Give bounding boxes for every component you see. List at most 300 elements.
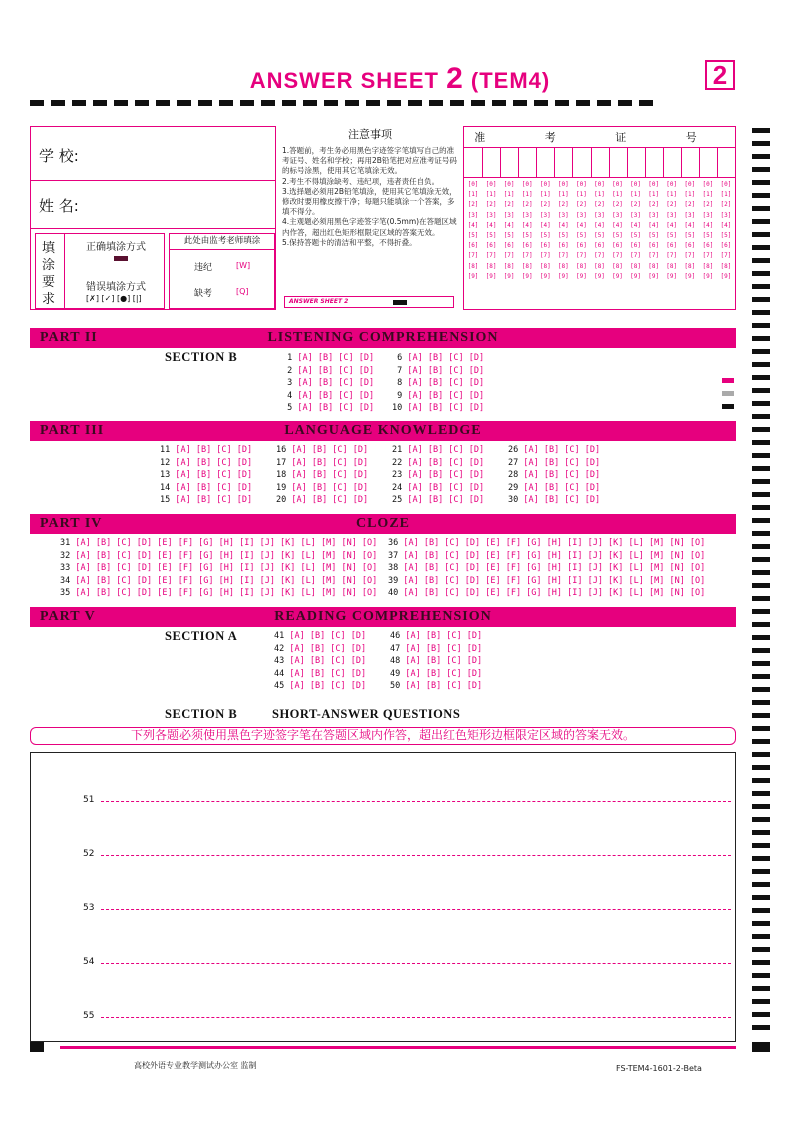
answer-options[interactable]: [A] [B] [C] [D] — [291, 445, 369, 455]
exam-id-bubble[interactable]: [9] — [503, 272, 515, 280]
exam-id-bubble[interactable]: [1] — [684, 191, 696, 199]
exam-id-column[interactable] — [501, 180, 518, 282]
exam-id-column[interactable] — [717, 180, 734, 282]
exam-id-bubble[interactable]: [4] — [648, 221, 660, 229]
exam-id-bubble[interactable]: [6] — [648, 242, 660, 250]
exam-id-bubble[interactable]: [7] — [557, 252, 569, 260]
exam-id-column[interactable] — [609, 180, 626, 282]
question-number: 37 — [388, 550, 404, 561]
exam-id-bubble[interactable]: [6] — [575, 242, 587, 250]
question-22[interactable] — [392, 458, 484, 468]
answer-options[interactable]: [A] [B] [C] [D] [E] [F] [G] [H] [I] [J] [K] [L] [M] [N] [O] — [75, 538, 378, 548]
exam-id-bubble[interactable]: [8] — [702, 262, 714, 270]
short-answer-line[interactable] — [101, 801, 731, 802]
exam-id-bubble[interactable]: [0] — [575, 181, 587, 188]
exam-id-column[interactable] — [591, 180, 608, 282]
exam-id-bubble[interactable]: [1] — [557, 191, 569, 199]
exam-id-bubble[interactable]: [1] — [648, 191, 660, 199]
exam-id-bubble[interactable]: [1] — [594, 191, 605, 199]
timing-mark — [752, 466, 770, 471]
exam-id-column[interactable] — [663, 180, 680, 282]
exam-id-bubble[interactable]: [3] — [557, 211, 569, 219]
exam-id-bubble[interactable]: [9] — [666, 272, 678, 280]
exam-id-bubble[interactable]: [7] — [648, 252, 660, 260]
question-47[interactable] — [390, 644, 482, 654]
violation-mark[interactable]: [W] — [236, 261, 251, 270]
answer-options[interactable]: [A] [B] [C] [D] — [407, 445, 485, 455]
question-35[interactable] — [60, 588, 377, 598]
answer-options[interactable]: [A] [B] [C] [D] — [289, 668, 367, 679]
exam-id-bubble[interactable]: [9] — [702, 272, 714, 280]
exam-id-bubble[interactable]: [8] — [557, 262, 569, 270]
question-33[interactable] — [60, 563, 377, 573]
answer-options[interactable]: [A] [B] [C] [D] — [405, 668, 483, 679]
question-30[interactable] — [508, 495, 600, 505]
question-15[interactable] — [160, 495, 252, 505]
part5-section-b: SECTION B — [165, 707, 238, 721]
exam-id-bubble[interactable]: [6] — [503, 242, 515, 250]
exam-id-bubble[interactable]: [2] — [666, 201, 678, 209]
exam-id-bubble[interactable]: [4] — [539, 221, 551, 229]
question-8[interactable] — [392, 378, 484, 388]
exam-id-bubble[interactable]: [0] — [684, 181, 696, 188]
question-20[interactable] — [276, 495, 368, 505]
exam-id-bubble[interactable]: [0] — [612, 181, 623, 188]
question-23[interactable] — [392, 470, 484, 480]
exam-id-bubble[interactable]: [6] — [539, 242, 551, 250]
question-7[interactable] — [392, 366, 484, 376]
question-5[interactable] — [282, 403, 374, 413]
exam-id-bubble[interactable]: [3] — [612, 211, 623, 219]
question-36[interactable] — [388, 538, 705, 548]
exam-id-bubble[interactable]: [0] — [702, 181, 714, 188]
question-26[interactable] — [508, 445, 600, 455]
exam-id-bubble[interactable]: [6] — [702, 242, 714, 250]
exam-id-bubble[interactable]: [2] — [521, 201, 533, 209]
exam-id-bubble[interactable]: [4] — [630, 221, 642, 229]
answer-options[interactable]: [A] [B] [C] [D] [E] [F] [G] [H] [I] [J] [K] [L] [M] [N] [O] — [75, 588, 378, 599]
exam-id-bubble[interactable]: [6] — [630, 242, 642, 250]
question-18[interactable] — [276, 470, 368, 480]
exam-id-bubble[interactable]: [1] — [630, 191, 642, 199]
question-number: 41 — [274, 631, 290, 641]
exam-id-bubble[interactable]: [7] — [503, 252, 515, 260]
answer-options[interactable]: [A] [B] [C] [D] — [297, 403, 375, 414]
timing-mark — [752, 336, 770, 341]
exam-id-bubble[interactable]: [8] — [521, 262, 533, 270]
exam-id-bubble[interactable]: [4] — [612, 221, 623, 229]
exam-id-bubble[interactable]: [4] — [702, 221, 714, 229]
question-27[interactable] — [508, 458, 600, 468]
exam-id-bubble[interactable]: [2] — [594, 201, 605, 209]
short-answer-line[interactable] — [101, 1017, 731, 1018]
exam-id-bubble[interactable]: [4] — [503, 221, 515, 229]
question-number: 46 — [390, 631, 406, 641]
exam-id-bubble[interactable]: [0] — [630, 181, 642, 188]
exam-id-bubble[interactable]: [7] — [702, 252, 714, 260]
timing-mark — [752, 271, 770, 276]
exam-id-bubble[interactable]: [1] — [612, 191, 623, 199]
question-37[interactable] — [388, 551, 705, 561]
timing-mark — [752, 479, 770, 484]
exam-id-bubble[interactable]: [0] — [503, 181, 515, 188]
exam-id-bubble[interactable]: [4] — [594, 221, 605, 229]
exam-id-column[interactable] — [465, 180, 482, 282]
title-text: ANSWER SHEET — [249, 68, 439, 93]
question-48[interactable] — [390, 656, 482, 666]
answer-options[interactable]: [A] [B] [C] [D] — [175, 470, 253, 481]
answer-options[interactable]: [A] [B] [C] [D] — [405, 681, 483, 692]
answer-options[interactable]: [A] [B] [C] [D] — [523, 482, 601, 493]
exam-id-bubble[interactable]: [7] — [575, 252, 587, 260]
exam-id-bubble[interactable]: [1] — [666, 191, 678, 199]
question-45[interactable] — [274, 681, 366, 691]
exam-id-bubble[interactable]: [0] — [720, 181, 732, 188]
answer-options[interactable]: [A] [B] [C] [D] — [297, 353, 375, 363]
answer-options[interactable]: [A] [B] [C] [D] [E] [F] [G] [H] [I] [J] [K] [L] [M] [N] [O] — [75, 575, 378, 586]
exam-id-bubble[interactable]: [5] — [467, 232, 479, 240]
exam-id-bubble[interactable]: [4] — [557, 221, 569, 229]
answer-options[interactable]: [A] [B] [C] [D] — [289, 656, 367, 667]
question-42[interactable] — [274, 644, 366, 654]
exam-id-bubble[interactable]: [3] — [702, 211, 714, 219]
exam-id-column[interactable] — [627, 180, 644, 282]
exam-id-bubble[interactable]: [8] — [648, 262, 660, 270]
answer-options[interactable]: [A] [B] [C] [D] — [407, 390, 485, 401]
question-49[interactable] — [390, 669, 482, 679]
timing-mark — [752, 791, 770, 796]
answer-options[interactable]: [A] [B] [C] [D] — [175, 445, 253, 455]
exam-id-bubble[interactable]: [8] — [684, 262, 696, 270]
timing-mark — [618, 100, 632, 106]
question-31[interactable] — [60, 538, 377, 548]
exam-id-bubble[interactable]: [3] — [630, 211, 642, 219]
answer-options[interactable]: [A] [B] [C] [D] — [289, 643, 367, 654]
exam-id-bubble[interactable]: [1] — [575, 191, 587, 199]
answer-options[interactable]: [A] [B] [C] [D] — [297, 378, 375, 389]
answer-options[interactable]: [A] [B] [C] [D] — [291, 470, 369, 481]
question-6[interactable] — [392, 353, 484, 363]
exam-id-bubble[interactable]: [3] — [648, 211, 660, 219]
question-10[interactable] — [392, 403, 484, 413]
answer-options[interactable]: [A] [B] [C] [D] — [291, 482, 369, 493]
exam-id-bubble[interactable]: [3] — [467, 211, 479, 219]
short-answer-line[interactable] — [101, 855, 731, 856]
exam-id-bubble[interactable]: [9] — [648, 272, 660, 280]
answer-options[interactable]: [A] [B] [C] [D] — [407, 495, 485, 506]
exam-id-bubble[interactable]: [0] — [539, 181, 551, 188]
answer-options[interactable]: [A] [B] [C] [D] — [407, 470, 485, 481]
exam-id-bubble[interactable]: [8] — [720, 262, 732, 270]
absent-mark[interactable]: [Q] — [236, 287, 249, 296]
answer-options[interactable]: [A] [B] [C] [D] — [405, 643, 483, 654]
answer-options[interactable]: [A] [B] [C] [D] [E] [F] [G] [H] [I] [J] [K] [L] [M] [N] [O] — [403, 538, 706, 548]
exam-id-bubble[interactable]: [5] — [684, 232, 696, 240]
exam-id-bubble[interactable]: [6] — [485, 242, 497, 250]
exam-id-bubble[interactable]: [6] — [612, 242, 623, 250]
answer-options[interactable]: [A] [B] [C] [D] [E] [F] [G] [H] [I] [J] [K] [L] [M] [N] [O] — [403, 550, 706, 561]
exam-id-bubble[interactable]: [5] — [720, 232, 732, 240]
exam-id-bubble[interactable]: [6] — [684, 242, 696, 250]
exam-id-bubble[interactable]: [8] — [539, 262, 551, 270]
question-50[interactable] — [390, 681, 482, 691]
exam-id-bubble[interactable]: [2] — [702, 201, 714, 209]
exam-id-bubble[interactable]: [7] — [594, 252, 605, 260]
exam-id-bubble[interactable]: [9] — [684, 272, 696, 280]
exam-id-bubble[interactable]: [9] — [521, 272, 533, 280]
sheet-tag: ANSWER SHEET 2 — [289, 298, 349, 305]
sheet-title — [0, 62, 800, 96]
answer-options[interactable]: [A] [B] [C] [D] — [407, 457, 485, 468]
exam-id-column[interactable] — [573, 180, 590, 282]
exam-id-column[interactable] — [681, 180, 698, 282]
short-answer-line[interactable] — [101, 963, 731, 964]
part4-label: PART IV — [40, 516, 103, 531]
exam-id-bubble[interactable]: [0] — [467, 181, 479, 188]
exam-id-bubble[interactable]: [4] — [720, 221, 732, 229]
exam-id-bubble[interactable]: [7] — [521, 252, 533, 260]
answer-options[interactable]: [A] [B] [C] [D] [E] [F] [G] [H] [I] [J] [K] [L] [M] [N] [O] — [403, 588, 706, 599]
answer-options[interactable]: [A] [B] [C] [D] — [523, 495, 601, 506]
exam-id-bubble[interactable]: [5] — [594, 232, 605, 240]
question-1[interactable] — [282, 353, 374, 363]
exam-id-bubble[interactable]: [5] — [575, 232, 587, 240]
exam-id-bubble[interactable]: [7] — [684, 252, 696, 260]
exam-id-bubble[interactable]: [6] — [720, 242, 732, 250]
exam-id-bubble[interactable]: [2] — [485, 201, 497, 209]
exam-id-bubble[interactable]: [5] — [485, 232, 497, 240]
question-41[interactable] — [274, 631, 366, 641]
question-17[interactable] — [276, 458, 368, 468]
exam-id-bubble[interactable]: [9] — [575, 272, 587, 280]
exam-id-bubble[interactable]: [2] — [720, 201, 732, 209]
exam-id-bubble[interactable]: [0] — [485, 181, 497, 188]
exam-id-bubble[interactable]: [3] — [503, 211, 515, 219]
answer-options[interactable]: [A] [B] [C] [D] — [297, 390, 375, 401]
exam-id-column[interactable] — [537, 180, 554, 282]
exam-id-bubble[interactable]: [1] — [485, 191, 497, 199]
question-44[interactable] — [274, 669, 366, 679]
exam-id-bubble[interactable]: [5] — [630, 232, 642, 240]
question-4[interactable] — [282, 391, 374, 401]
question-number: 10 — [392, 403, 408, 414]
question-34[interactable] — [60, 576, 377, 586]
exam-id-bubble[interactable]: [2] — [575, 201, 587, 209]
question-number: 5 — [282, 403, 298, 414]
exam-id-bubbles[interactable] — [464, 180, 735, 308]
exam-id-bubble[interactable]: [8] — [612, 262, 623, 270]
exam-id-bubble[interactable]: [6] — [467, 242, 479, 250]
exam-id-bubble[interactable]: [4] — [485, 221, 497, 229]
exam-id-column[interactable] — [699, 180, 716, 282]
school-row[interactable] — [31, 127, 275, 181]
answer-options[interactable]: [A] [B] [C] [D] — [289, 631, 367, 641]
timing-mark — [429, 100, 443, 106]
exam-id-bubble[interactable]: [7] — [612, 252, 623, 260]
question-13[interactable] — [160, 470, 252, 480]
exam-id-bubble[interactable]: [2] — [684, 201, 696, 209]
answer-options[interactable]: [A] [B] [C] [D] — [291, 495, 369, 506]
exam-id-bubble[interactable]: [9] — [594, 272, 605, 280]
exam-id-bubble[interactable]: [0] — [557, 181, 569, 188]
answer-options[interactable]: [A] [B] [C] [D] — [291, 457, 369, 468]
exam-id-bubble[interactable]: [5] — [503, 232, 515, 240]
exam-id-bubble[interactable]: [6] — [557, 242, 569, 250]
exam-id-bubble[interactable]: [7] — [630, 252, 642, 260]
question-2[interactable] — [282, 366, 374, 376]
answer-options[interactable]: [A] [B] [C] [D] — [523, 445, 601, 455]
answer-options[interactable]: [A] [B] [C] [D] — [405, 631, 483, 641]
exam-id-bubble[interactable]: [1] — [539, 191, 551, 199]
answer-options[interactable]: [A] [B] [C] [D] — [407, 365, 485, 376]
exam-id-bubble[interactable]: [8] — [594, 262, 605, 270]
exam-id-bubble[interactable]: [1] — [467, 191, 479, 199]
exam-id-bubble[interactable]: [3] — [684, 211, 696, 219]
exam-id-bubble[interactable]: [7] — [720, 252, 732, 260]
exam-id-bubble[interactable]: [5] — [702, 232, 714, 240]
exam-id-bubble[interactable]: [2] — [612, 201, 623, 209]
question-46[interactable] — [390, 631, 482, 641]
answer-options[interactable]: [A] [B] [C] [D] — [175, 482, 253, 493]
question-number: 43 — [274, 656, 290, 667]
question-11[interactable] — [160, 445, 252, 455]
exam-id-bubble[interactable]: [0] — [521, 181, 533, 188]
exam-id-bubble[interactable]: [9] — [630, 272, 642, 280]
question-3[interactable] — [282, 378, 374, 388]
question-number: 49 — [390, 668, 406, 679]
answer-options[interactable]: [A] [B] [C] [D] — [297, 365, 375, 376]
answer-options[interactable]: [A] [B] [C] [D] [E] [F] [G] [H] [I] [J] [K] [L] [M] [N] [O] — [75, 563, 378, 574]
exam-id-bubble[interactable]: [9] — [467, 272, 479, 280]
question-16[interactable] — [276, 445, 368, 455]
exam-id-bubble[interactable]: [8] — [575, 262, 587, 270]
exam-id-bubble[interactable]: [5] — [666, 232, 678, 240]
answer-options[interactable]: [A] [B] [C] [D] [E] [F] [G] [H] [I] [J] [K] [L] [M] [N] [O] — [75, 550, 378, 561]
answer-options[interactable]: [A] [B] [C] [D] [E] [F] [G] [H] [I] [J] [K] [L] [M] [N] [O] — [403, 575, 706, 586]
exam-id-bubble[interactable]: [3] — [539, 211, 551, 219]
exam-id-bubble[interactable]: [5] — [557, 232, 569, 240]
exam-id-bubble[interactable]: [9] — [485, 272, 497, 280]
exam-id-bubble[interactable]: [5] — [521, 232, 533, 240]
exam-id-bubble[interactable]: [3] — [720, 211, 732, 219]
part2-label: PART II — [40, 330, 98, 345]
exam-id-bubble[interactable]: [2] — [467, 201, 479, 209]
exam-id-bubble[interactable]: [0] — [666, 181, 678, 188]
exam-id-bubble[interactable]: [6] — [521, 242, 533, 250]
answer-options[interactable]: [A] [B] [C] [D] — [407, 403, 485, 414]
question-19[interactable] — [276, 483, 368, 493]
answer-options[interactable]: [A] [B] [C] [D] — [405, 656, 483, 667]
answer-options[interactable]: [A] [B] [C] [D] — [175, 457, 253, 468]
exam-id-column[interactable] — [555, 180, 572, 282]
exam-id-bubble[interactable]: [9] — [557, 272, 569, 280]
exam-id-bubble[interactable]: [6] — [594, 242, 605, 250]
question-38[interactable] — [388, 563, 705, 573]
exam-id-bubble[interactable]: [1] — [702, 191, 714, 199]
exam-id-bubble[interactable]: [3] — [485, 211, 497, 219]
exam-id-bubble[interactable]: [4] — [684, 221, 696, 229]
exam-id-bubble[interactable]: [4] — [666, 221, 678, 229]
exam-id-bubble[interactable]: [7] — [539, 252, 551, 260]
name-row[interactable] — [31, 181, 275, 229]
exam-id-bubble[interactable]: [2] — [557, 201, 569, 209]
question-25[interactable] — [392, 495, 484, 505]
exam-id-bubble[interactable]: [9] — [612, 272, 623, 280]
exam-id-bubble[interactable]: [4] — [575, 221, 587, 229]
exam-id-bubble[interactable]: [1] — [521, 191, 533, 199]
exam-id-bubble[interactable]: [3] — [666, 211, 678, 219]
exam-id-column[interactable] — [519, 180, 536, 282]
answer-options[interactable]: [A] [B] [C] [D] — [523, 470, 601, 481]
answer-options[interactable]: [A] [B] [C] [D] [E] [F] [G] [H] [I] [J] [K] [L] [M] [N] [O] — [403, 563, 706, 574]
exam-id-bubble[interactable]: [6] — [666, 242, 678, 250]
exam-id-bubble[interactable]: [2] — [503, 201, 515, 209]
exam-id-bubble[interactable]: [3] — [575, 211, 587, 219]
question-32[interactable] — [60, 551, 377, 561]
timing-mark — [752, 128, 770, 133]
exam-id-bubble[interactable]: [8] — [485, 262, 497, 270]
answer-options[interactable]: [A] [B] [C] [D] — [407, 378, 485, 389]
exam-id-bubble[interactable]: [5] — [539, 232, 551, 240]
exam-id-bubble[interactable]: [4] — [467, 221, 479, 229]
question-28[interactable] — [508, 470, 600, 480]
exam-id-bubble[interactable]: [2] — [539, 201, 551, 209]
answer-options[interactable]: [A] [B] [C] [D] — [289, 681, 367, 692]
question-21[interactable] — [392, 445, 484, 455]
exam-id-bubble[interactable]: [2] — [630, 201, 642, 209]
exam-id-bubble[interactable]: [3] — [521, 211, 533, 219]
exam-id-bubble[interactable]: [7] — [485, 252, 497, 260]
exam-id-bubble[interactable]: [0] — [594, 181, 605, 188]
short-answer-line[interactable] — [101, 909, 731, 910]
exam-id-column[interactable] — [645, 180, 662, 282]
answer-options[interactable]: [A] [B] [C] [D] — [407, 353, 485, 363]
exam-id-bubble[interactable]: [3] — [594, 211, 605, 219]
question-43[interactable] — [274, 656, 366, 666]
question-12[interactable] — [160, 458, 252, 468]
exam-id-bubble[interactable]: [9] — [720, 272, 732, 280]
answer-options[interactable]: [A] [B] [C] [D] — [407, 482, 485, 493]
answer-options[interactable]: [A] [B] [C] [D] — [523, 457, 601, 468]
short-answer-number: 52 — [83, 849, 95, 859]
question-9[interactable] — [392, 391, 484, 401]
question-29[interactable] — [508, 483, 600, 493]
exam-id-bubble[interactable]: [9] — [539, 272, 551, 280]
exam-id-bubble[interactable]: [5] — [612, 232, 623, 240]
timing-mark — [752, 1025, 770, 1030]
exam-id-bubble[interactable]: [2] — [648, 201, 660, 209]
exam-id-bubble[interactable]: [8] — [503, 262, 515, 270]
question-24[interactable] — [392, 483, 484, 493]
timing-mark — [752, 544, 770, 549]
exam-id-write-boxes[interactable] — [464, 147, 735, 177]
exam-id-bubble[interactable]: [8] — [666, 262, 678, 270]
exam-id-bubble[interactable]: [0] — [648, 181, 660, 188]
exam-id-bubble[interactable]: [7] — [467, 252, 479, 260]
question-39[interactable] — [388, 576, 705, 586]
question-14[interactable] — [160, 483, 252, 493]
exam-id-bubble[interactable]: [1] — [503, 191, 515, 199]
exam-id-bubble[interactable]: [5] — [648, 232, 660, 240]
exam-id-column[interactable] — [483, 180, 500, 282]
exam-id-bubble[interactable]: [4] — [521, 221, 533, 229]
exam-id-bubble[interactable]: [8] — [467, 262, 479, 270]
answer-options[interactable]: [A] [B] [C] [D] — [175, 495, 253, 506]
exam-id-bubble[interactable]: [7] — [666, 252, 678, 260]
exam-id-bubble[interactable]: [1] — [720, 191, 732, 199]
exam-id-bubble[interactable]: [8] — [630, 262, 642, 270]
question-40[interactable] — [388, 588, 705, 598]
